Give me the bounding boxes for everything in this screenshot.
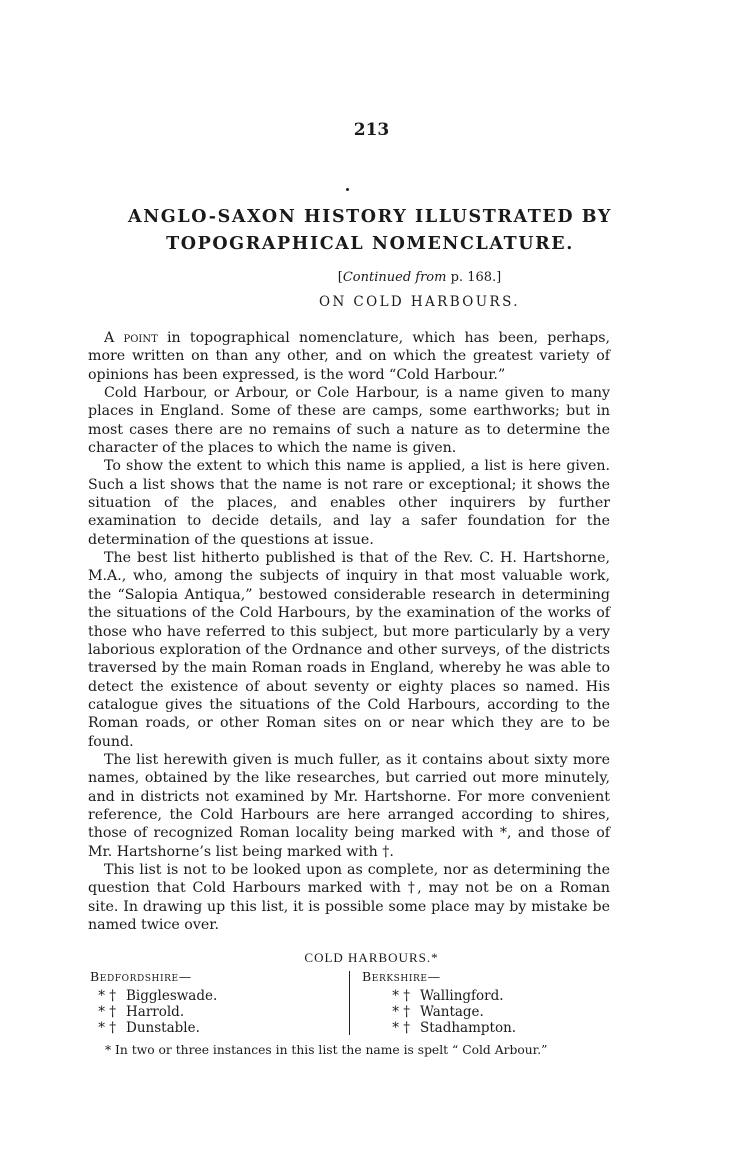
article-title-line-1: ANGLO-SAXON HISTORY ILLUSTRATED BY: [128, 207, 612, 227]
section-subheading: ON COLD HARBOURS.: [319, 294, 520, 310]
place-name: Biggleswade.: [126, 988, 218, 1004]
paragraph: [88, 549, 610, 751]
paragraph: [88, 751, 610, 861]
paragraph-text: The best list hitherto published is that of the Rev. C. H. Hartshorne, M.A., who, among the subjects of inquiry in that most valuable work, the “Salopia Antiqua,” bestowed considerable research in determining the situations of the Cold Harbours, by the examination of the works of those who have referred to this subject, but more particularly by a very laborious exploration of the Ordnance and other surveys, of the districts traversed by the main Roman roads in England, whereby he was able to detect the existence of about seventy or eighty places so named. His catalogue gives the situations of the Cold Harbours, according to the Roman roads, or other Roman sites on or near which they are to be found.: [88, 550, 610, 750]
place-name: Wallingford.: [420, 988, 504, 1004]
continued-note: [48, 270, 743, 285]
place-name: Stadhampton.: [420, 1020, 517, 1036]
county-berkshire: Berkshire—: [362, 969, 441, 984]
paragraph-text: This list is not to be looked upon as complete, nor as determining the question that Cold Harbours marked with †, may not be on a Roman site. In drawing up this list, it is possible some place may by mistake be named twice over.: [88, 861, 610, 933]
paragraph-lead: A point: [104, 330, 158, 346]
list-item: [376, 988, 504, 1004]
paragraph: [88, 384, 610, 457]
list-item: [376, 1004, 484, 1020]
place-name: Wantage.: [420, 1004, 484, 1020]
ornament-dot: [346, 188, 349, 191]
list-item: [82, 1020, 200, 1036]
paragraph: [88, 861, 610, 934]
place-marks: * †: [392, 1020, 410, 1036]
place-marks: * †: [98, 1004, 116, 1020]
place-marks: * †: [392, 988, 410, 1004]
page-number: 213: [353, 120, 390, 140]
continued-rest: p. 168.]: [446, 270, 502, 285]
county-bedfordshire: Bedfordshire—: [90, 969, 192, 984]
paragraph-text: Cold Harbour, or Arbour, or Cole Harbour, is a name given to many places in England. Some of these are camps, some earthworks; but in most cases there are no remains of such a nature as to determine the character of the places to which the name is given.: [88, 385, 610, 457]
place-name: Dunstable.: [126, 1020, 200, 1036]
article-body: [88, 329, 610, 934]
place-marks: * †: [392, 1004, 410, 1020]
list-item: [82, 1004, 184, 1020]
footnote: * In two or three instances in this list the name is spelt “ Cold Arbour.”: [105, 1043, 548, 1057]
place-marks: * †: [98, 1020, 116, 1036]
place-name: Harrold.: [126, 1004, 185, 1020]
paragraph: [88, 457, 610, 549]
column-divider: [349, 971, 350, 1035]
continued-open: [: [337, 270, 343, 285]
paragraph-text: in topographical nomenclature, which has been, perhaps, more written on than any other, and on which the greatest variety of opinions has been expressed, is the word “Cold Harbour.”: [88, 330, 610, 383]
list-item: [376, 1020, 516, 1036]
article-title-line-2: TOPOGRAPHICAL NOMENCLATURE.: [166, 234, 574, 254]
paragraph: [88, 329, 610, 384]
place-marks: * †: [98, 988, 116, 1004]
paragraph-text: The list herewith given is much fuller, as it contains about sixty more names, obtained by the like researches, but carried out more minutely, and in districts not examined by Mr. Hartshorne. For more convenient reference, the Cold Harbours are here arranged according to shires, those of recognized Roman locality being marked with *, and those of Mr. Hartshorne’s list being marked with †.: [88, 751, 610, 860]
list-item: [82, 988, 217, 1004]
list-heading: COLD HARBOURS.*: [304, 950, 439, 965]
continued-italic: Continued from: [342, 270, 447, 285]
paragraph-text: To show the extent to which this name is applied, a list is here given. Such a list shows that the name is not rare or exceptional; it shows the situation of the places, and enables other inquirers by further examination to decide details, and lay a safer foundation for the determination of the questions at issue.: [88, 458, 610, 548]
